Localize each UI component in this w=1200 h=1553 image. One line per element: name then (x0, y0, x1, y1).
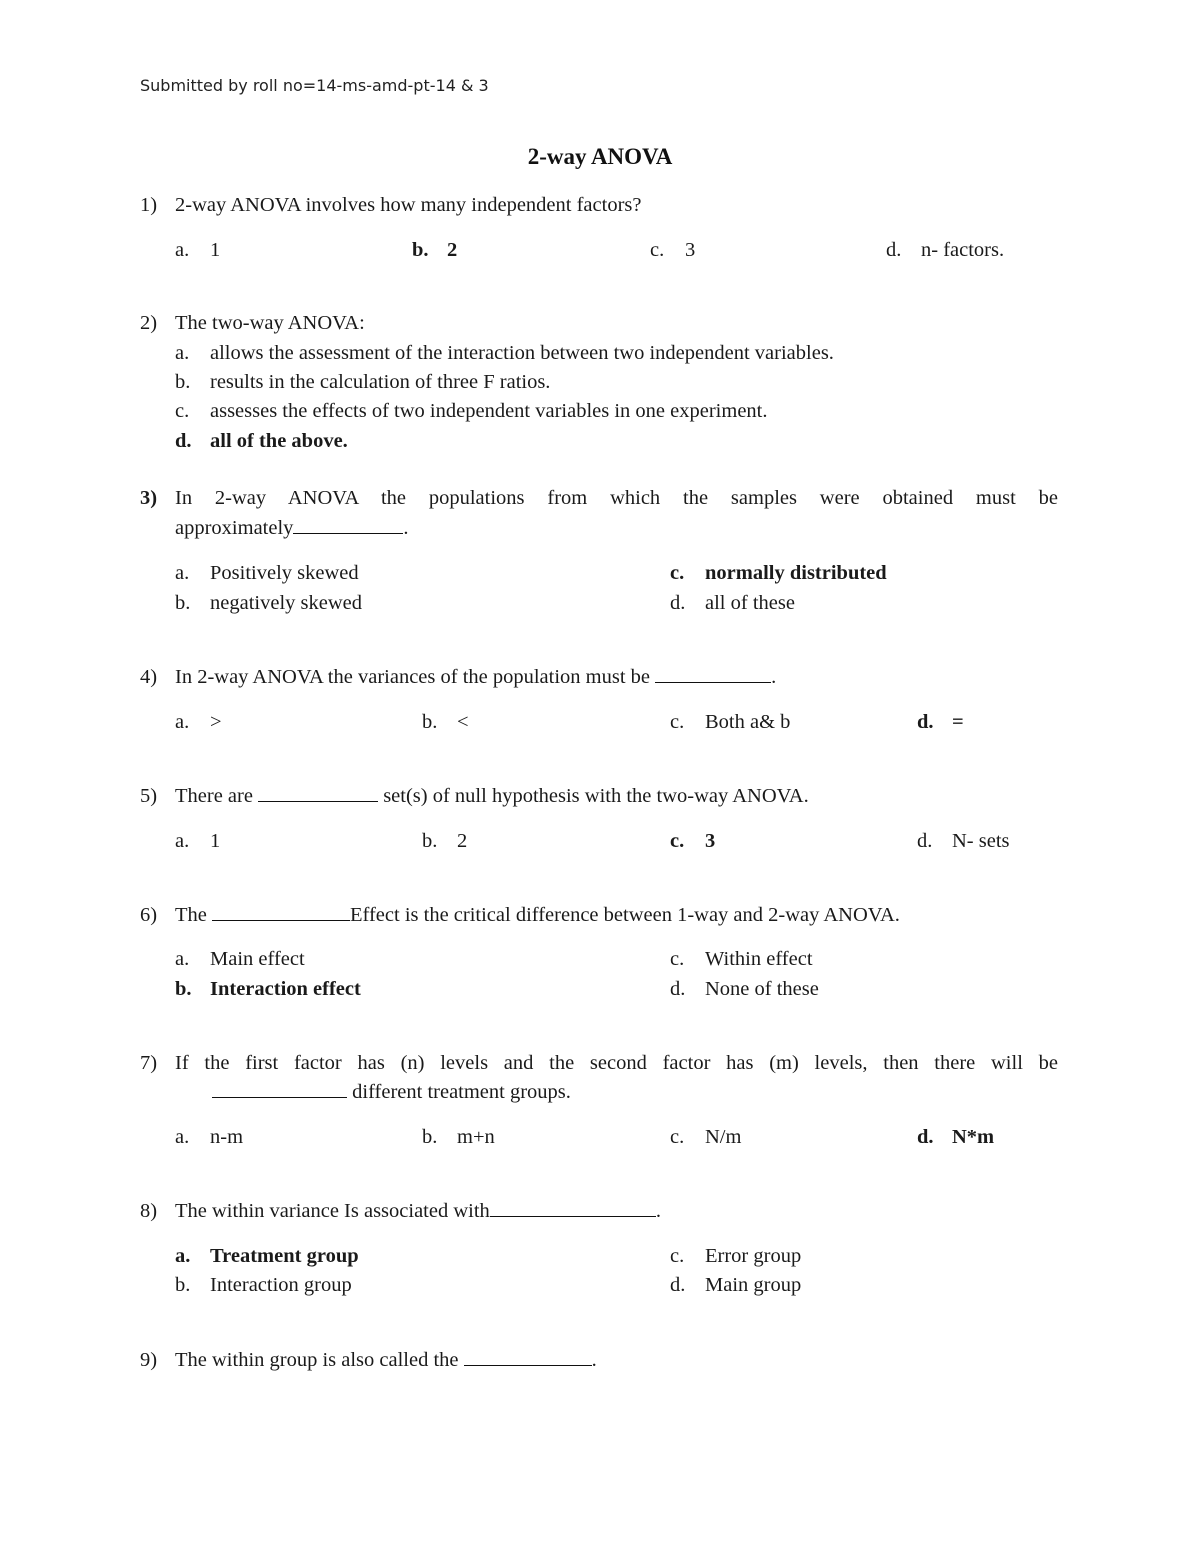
question-8: 8) The within variance Is associated with . (140, 1200, 661, 1222)
option-a: a. > (175, 711, 222, 733)
question-7-text: If the first factor has (n) levels and the second factor has (m) levels, then there will be (175, 1052, 1058, 1074)
page-title: 2-way ANOVA (527, 144, 673, 169)
option-a: a. allows the assessment of the interaction between two independent variables. (175, 342, 834, 364)
question-9: 9) The within group is also called the . (140, 1349, 597, 1371)
option-b-correct: b. 2 (412, 239, 458, 261)
question-3-number: 3) (140, 487, 158, 509)
submitted-by-header: Submitted by roll no=14-ms-amd-pt-14 & 3 (140, 76, 489, 95)
question-3-text: In 2-way ANOVA the populations from which the samples were obtained must be (175, 487, 1058, 509)
option-d-correct: d. = (917, 711, 964, 733)
question-2 (140, 312, 365, 335)
option-b: b. m+n (422, 1126, 495, 1148)
option-b: b. Interaction group (175, 1274, 352, 1296)
option-b-correct: b. Interaction effect (175, 978, 361, 1000)
question-1 (140, 194, 641, 217)
option-d: d. None of these (670, 978, 819, 1000)
option-a: a. Positively skewed (175, 562, 359, 584)
option-d: d. Main group (670, 1274, 802, 1296)
question-3-line2: approximately . (175, 517, 409, 539)
option-a: a. 1 (175, 830, 221, 852)
option-a: a. n-m (175, 1126, 244, 1148)
option-d-correct: d. N*m (917, 1126, 995, 1148)
option-a-correct: a. Treatment group (175, 1245, 359, 1267)
question-text: 2-way ANOVA involves how many independent factors? (175, 194, 642, 216)
option-b: b. results in the calculation of three F ratios. (175, 371, 551, 393)
question-number: 1) (140, 194, 158, 216)
option-c: c. N/m (670, 1126, 742, 1148)
option-d: d. N- sets (917, 830, 1010, 852)
question-text: The two-way ANOVA: (175, 312, 365, 334)
option-a: a. Main effect (175, 948, 305, 970)
option-c: c. Both a& b (670, 711, 791, 733)
option-c-correct: c. normally distributed (670, 562, 887, 584)
option-d: d. all of these (670, 592, 795, 614)
option-c: c. assesses the effects of two independent variables in one experiment. (175, 400, 768, 422)
option-c: c. Error group (670, 1245, 802, 1267)
option-b: b. < (422, 711, 469, 733)
option-c-correct: c. 3 (670, 830, 716, 852)
option-c: c. Within effect (670, 948, 813, 970)
option-d: d. n- factors. (886, 239, 1005, 261)
question-number: 2) (140, 312, 158, 334)
option-b: b. 2 (422, 830, 468, 852)
question-6: 6) The Effect is the critical difference between 1-way and 2-way ANOVA. (140, 904, 900, 926)
question-7-line2: different treatment groups. (212, 1081, 571, 1104)
option-b: b. negatively skewed (175, 592, 362, 614)
question-7-number: 7) (140, 1052, 158, 1074)
option-c: c. 3 (650, 239, 696, 261)
option-d-correct: d. all of the above. (175, 430, 348, 452)
option-a: a. 1 (175, 239, 221, 261)
question-4: 4) In 2-way ANOVA the variances of the population must be . (140, 666, 777, 688)
question-5: 5) There are set(s) of null hypothesis with the two-way ANOVA. (140, 785, 809, 807)
